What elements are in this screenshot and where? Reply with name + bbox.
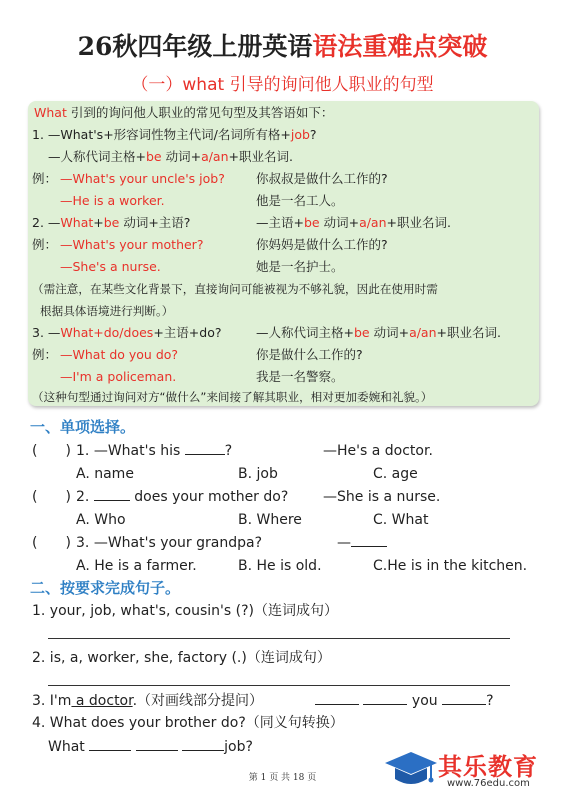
section2-heading: 二、按要求完成句子。 [30, 579, 181, 597]
s2-item1: 1. your, job, what's, cousin's (?)（连词成句） [32, 603, 339, 619]
q1-option-b[interactable]: B. job [238, 466, 278, 482]
note-rule1-answer: —人称代词主格+be 动词+a/an+职业名词. [48, 149, 293, 164]
example-label: 例： [32, 171, 58, 186]
s2-item4-blank-2[interactable] [136, 737, 178, 751]
q3-option-a[interactable]: A. He is a farmer. [76, 558, 197, 574]
q2-stem: 2. does your mother do? [76, 489, 289, 505]
page-number: 第 1 页 共 18 页 [248, 773, 317, 783]
example2-question: —What's your mother? [60, 237, 204, 252]
q2-option-b[interactable]: B. Where [238, 512, 302, 528]
example2-answer-cn: 她是一名护士。 [256, 259, 344, 274]
s2-item2: 2. is, a, worker, she, factory (.)（连词成句） [32, 650, 331, 666]
title-part-red: 语法重难点突破 [312, 32, 488, 61]
note-rule1: 1. —What's+形容词性物主代词/名词所有格+job? [32, 127, 317, 142]
q2-response: —She is a nurse. [323, 489, 441, 505]
q2-option-a[interactable]: A. Who [76, 512, 126, 528]
s2-item4-blank-1[interactable] [89, 737, 131, 751]
page-subtitle: （一）what 引导的询问他人职业的句型 [131, 75, 434, 95]
example2-question-cn: 你妈妈是做什么工作的? [256, 237, 388, 252]
page-title [0, 30, 565, 64]
s2-item3: 3. I'm a doctor.（对画线部分提问） [32, 693, 264, 709]
q1-option-a[interactable]: A. name [76, 466, 134, 482]
caution-line-1: （需注意，在某些文化背景下，直接询问可能被视为不够礼貌，因此在使用时需 [32, 282, 438, 296]
note-rule3-answer: —人称代词主格+be 动词+a/an+职业名词. [256, 325, 501, 340]
q1-bracket[interactable]: ( ) [32, 443, 71, 459]
example3-answer-cn: 我是一名警察。 [256, 369, 344, 384]
example1-question-cn: 你叔叔是做什么工作的? [256, 171, 388, 186]
q1-response: —He's a doctor. [323, 443, 433, 459]
q3-blank[interactable] [351, 533, 387, 547]
s2-item3-blank-1[interactable] [315, 691, 359, 705]
note-rule2-answer: —主语+be 动词+a/an+职业名词. [256, 215, 451, 230]
section1-heading: 一、单项选择。 [30, 418, 136, 436]
s2-item3-blank-2[interactable] [363, 691, 407, 705]
q3-option-c[interactable]: C.He is in the kitchen. [373, 558, 528, 574]
q1-stem: 1. —What's his ? [76, 443, 233, 459]
q3-bracket[interactable]: ( ) [32, 535, 71, 551]
s2-item4-answer: What job? [48, 739, 253, 755]
s2-item1-answer-line[interactable] [48, 638, 510, 639]
summary-note: （这种句型通过询问对方“做什么”来间接了解其职业，相对更加委婉和礼貌。） [32, 390, 433, 404]
q3-stem: 3. —What's your grandpa? [76, 535, 262, 551]
example3-question: —What do you do? [60, 347, 179, 362]
s2-item3-answer: you ? [315, 691, 494, 711]
example-label: 例： [32, 237, 58, 252]
example2-answer: —She's a nurse. [60, 259, 161, 274]
q3-response: — [337, 533, 387, 553]
brand-url: www.76edu.com [447, 778, 530, 789]
title-part-black: 26秋四年级上册英语 [77, 32, 313, 61]
example1-answer: —He is a worker. [60, 193, 165, 208]
grammar-note-box [28, 101, 539, 406]
example3-question-cn: 你是做什么工作的? [256, 347, 363, 362]
s2-item2-answer-line[interactable] [48, 685, 510, 686]
caution-line-2: 根据具体语境进行判断。） [40, 304, 174, 318]
q2-option-c[interactable]: C. What [373, 512, 429, 528]
brand-name: 其乐教育 [438, 753, 538, 781]
note-intro: What 引到的询问他人职业的常见句型及其答语如下： [34, 105, 334, 120]
q1-blank[interactable] [185, 441, 225, 455]
note-rule3: 3. —What+do/does+主语+do? [32, 325, 222, 340]
graduation-cap-icon [383, 749, 439, 791]
q1-option-c[interactable]: C. age [373, 466, 418, 482]
s2-item4-blank-3[interactable] [182, 737, 224, 751]
q2-blank[interactable] [94, 487, 130, 501]
example1-answer-cn: 他是一名工人。 [256, 193, 344, 208]
example1-question: —What's your uncle's job? [60, 171, 225, 186]
note-rule2: 2. —What+be 动词+主语? [32, 215, 191, 230]
brand-logo [383, 747, 558, 792]
underlined-phrase: a doctor [71, 693, 133, 709]
q3-option-b[interactable]: B. He is old. [238, 558, 322, 574]
example-label: 例： [32, 347, 58, 362]
s2-item4: 4. What does your brother do?（同义句转换） [32, 715, 344, 731]
q2-bracket[interactable]: ( ) [32, 489, 71, 505]
example3-answer: —I'm a policeman. [60, 369, 177, 384]
s2-item3-blank-3[interactable] [442, 691, 486, 705]
